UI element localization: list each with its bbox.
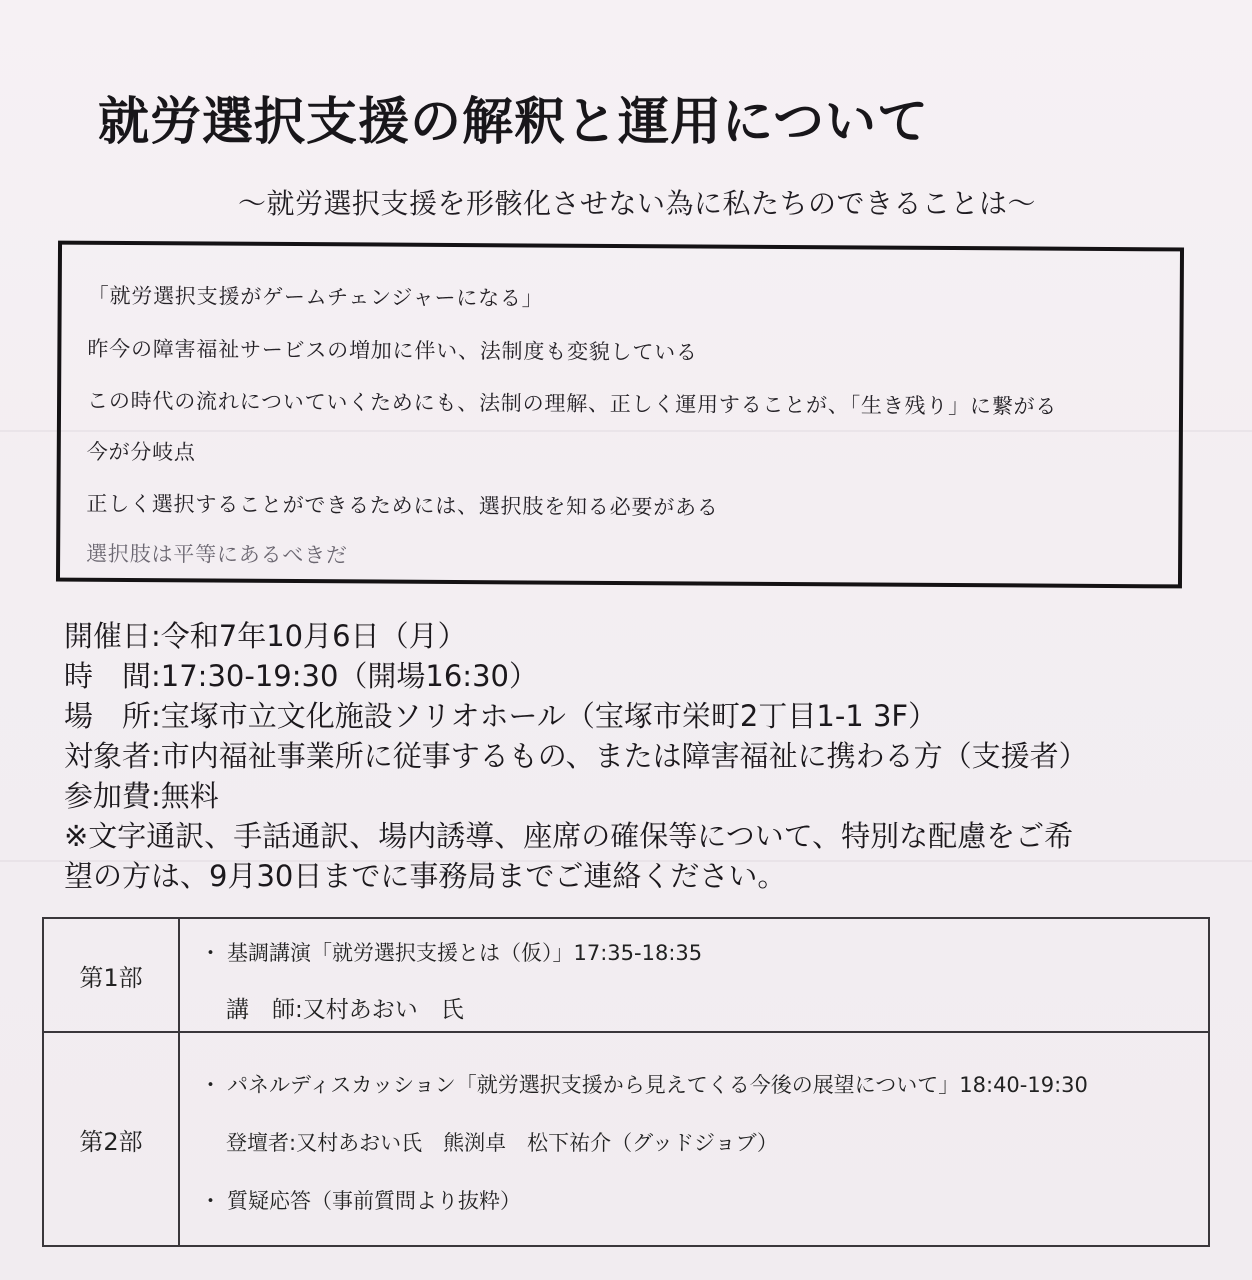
bullet: ・ bbox=[200, 941, 221, 965]
message-line: 昨今の障害福祉サービスの増加に伴い、法制度も変貌している bbox=[87, 336, 698, 365]
part1-label: 第1部 bbox=[44, 919, 180, 1031]
venue-row bbox=[64, 696, 1214, 736]
message-line: 「就労選択支援がゲームチェンジャーになる」 bbox=[87, 283, 544, 311]
message-line: 正しく選択することができるためには、選択肢を知る必要がある bbox=[86, 491, 719, 520]
time-value: 17:30-19:30（開場16:30） bbox=[160, 659, 538, 693]
venue-value: 宝塚市立文化施設ソリオホール（宝塚市栄町2丁目1-1 3F） bbox=[160, 699, 938, 733]
audience-row bbox=[64, 736, 1214, 776]
date-label: 開催日: bbox=[64, 619, 161, 653]
note-line: 望の方は、9月30日までに事務局までご連絡ください。 bbox=[64, 859, 787, 893]
venue-label: 場 所: bbox=[64, 699, 161, 733]
program-table bbox=[42, 917, 1210, 1247]
part1-item-text: 基調講演「就労選択支援とは（仮）」17:35-18:35 bbox=[227, 941, 703, 965]
date-row bbox=[64, 616, 1214, 656]
page-title: 就労選択支援の解釈と運用について bbox=[98, 93, 929, 152]
time-label: 時 間: bbox=[64, 659, 161, 693]
note-line: ※文字通訳、手話通訳、場内誘導、座席の確保等について、特別な配慮をご希 bbox=[64, 819, 1074, 853]
audience-value: 市内福祉事業所に従事するもの、または障害福祉に携わる方（支援者） bbox=[160, 739, 1088, 773]
message-line: 今が分岐点 bbox=[86, 439, 196, 465]
fee-value: 無料 bbox=[160, 779, 219, 813]
table-row bbox=[44, 919, 1208, 1033]
part2-label: 第2部 bbox=[44, 1033, 180, 1245]
time-row bbox=[64, 656, 1214, 696]
part2-body bbox=[178, 1033, 1208, 1245]
part2-speaker: 登壇者:又村あおい氏 熊渕卓 松下祐介（グッドジョブ） bbox=[226, 1131, 778, 1155]
page-subtitle: 〜就労選択支援を形骸化させない為に私たちのできることは〜 bbox=[238, 187, 1037, 220]
part2-item-text: パネルディスカッション「就労選択支援から見えてくる今後の展望について」18:40-19:30 bbox=[227, 1073, 1088, 1097]
message-line: この時代の流れについていくためにも、法制の理解、正しく運用することが、「生き残り」に繋がる bbox=[87, 388, 1058, 419]
part2-item2 bbox=[200, 1185, 521, 1215]
part1-speaker: 講 師:又村あおい 氏 bbox=[226, 997, 464, 1023]
part1-item bbox=[200, 937, 702, 967]
message-line: 選択肢は平等にあるべきだ bbox=[86, 541, 348, 568]
bullet: ・ bbox=[200, 1073, 221, 1097]
fee-row bbox=[64, 776, 1214, 816]
event-details bbox=[64, 616, 1214, 896]
part2-item2-text: 質疑応答（事前質問より抜粋） bbox=[227, 1189, 521, 1213]
table-row bbox=[44, 1033, 1208, 1245]
message-box bbox=[56, 241, 1184, 589]
part2-item bbox=[200, 1069, 1088, 1099]
part1-body bbox=[178, 919, 1208, 1031]
date-value: 令和7年10月6日（月） bbox=[160, 619, 467, 653]
audience-label: 対象者: bbox=[64, 739, 161, 773]
fee-label: 参加費: bbox=[64, 779, 161, 813]
bullet: ・ bbox=[200, 1189, 221, 1213]
